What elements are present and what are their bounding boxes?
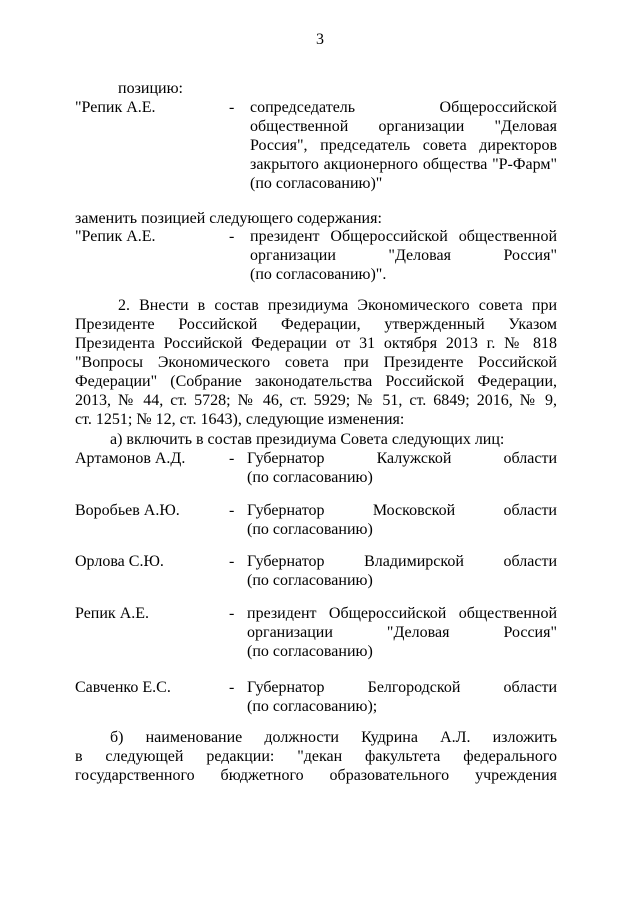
para-b-line-1: б) наименование должности Кудрина А.Л. изложить bbox=[110, 729, 557, 746]
subpoint-a: а) включить в состав президиума Совета следующих лиц: bbox=[110, 431, 505, 448]
para2-line-7: ст. 1251; № 12, ст. 1643), следующие изменения: bbox=[75, 411, 405, 428]
block1-line-5: (по согласованию)" bbox=[250, 175, 383, 192]
member-name: Артамонов А.Д. bbox=[75, 450, 186, 467]
para-b-line-3: государственного бюджетного образовательного учреждения bbox=[75, 767, 557, 784]
member-position: Губернатор Владимирской области bbox=[247, 553, 557, 570]
block2-intro: заменить позицией следующего содержания: bbox=[75, 210, 382, 227]
block1-dash: - bbox=[229, 99, 235, 116]
block1-line-1: сопредседатель Общероссийской bbox=[250, 99, 557, 116]
member-name: Воробьев А.Ю. bbox=[75, 502, 180, 519]
block2-line-3: (по согласованию)". bbox=[250, 266, 387, 283]
member-name: Орлова С.Ю. bbox=[75, 553, 164, 570]
block1-line-2: общественной организации "Деловая bbox=[250, 118, 557, 135]
member-position: Губернатор Московской области bbox=[247, 502, 557, 519]
page-number: 3 bbox=[316, 31, 324, 48]
member-dash: - bbox=[229, 679, 235, 696]
block1-line-4: закрытого акционерного общества "Р-Фарм" bbox=[250, 156, 557, 173]
member-approval: (по согласованию) bbox=[247, 572, 373, 589]
member-dash: - bbox=[229, 450, 235, 467]
member-position-cont: организации "Деловая Россия" bbox=[247, 624, 557, 641]
para2-line-4: "Вопросы Экономического совета при Президенте Российской bbox=[75, 354, 557, 371]
member-dash: - bbox=[229, 605, 235, 622]
block2-name: "Репик А.Е. bbox=[75, 228, 156, 245]
member-name: Савченко Е.С. bbox=[75, 679, 171, 696]
block2-line-2: организации "Деловая Россия" bbox=[250, 247, 557, 264]
para-b-line-2: в следующей редакции: "декан факультета федерального bbox=[75, 748, 557, 765]
para2-line-2: Президенте Российской Федерации, утвержденный Указом bbox=[75, 316, 557, 333]
member-approval: (по согласованию); bbox=[247, 698, 378, 715]
block2-dash: - bbox=[229, 228, 235, 245]
member-dash: - bbox=[229, 502, 235, 519]
para2-line-6: 2013, № 44, ст. 5728; № 46, ст. 5929; № 51, ст. 6849; 2016, № 9, bbox=[75, 392, 557, 409]
member-name: Репик А.Е. bbox=[75, 605, 150, 622]
block1-name: "Репик А.Е. bbox=[75, 99, 156, 116]
block1-intro: позицию: bbox=[118, 80, 183, 97]
para2-line-1: 2. Внести в состав президиума Экономического совета при bbox=[118, 297, 557, 314]
member-dash: - bbox=[229, 553, 235, 570]
member-position: президент Общероссийской общественной bbox=[247, 605, 557, 622]
block2-line-1: президент Общероссийской общественной bbox=[250, 228, 557, 245]
member-position: Губернатор Белгородской области bbox=[247, 679, 557, 696]
member-position: Губернатор Калужской области bbox=[247, 450, 557, 467]
member-approval: (по согласованию) bbox=[247, 521, 373, 538]
para2-line-3: Президента Российской Федерации от 31 октября 2013 г. № 818 bbox=[75, 335, 557, 352]
member-approval: (по согласованию) bbox=[247, 469, 373, 486]
member-approval: (по согласованию) bbox=[247, 643, 373, 660]
para2-line-5: Федерации" (Собрание законодательства Российской Федерации, bbox=[75, 373, 557, 390]
block1-line-3: Россия", председатель совета директоров bbox=[250, 137, 557, 154]
